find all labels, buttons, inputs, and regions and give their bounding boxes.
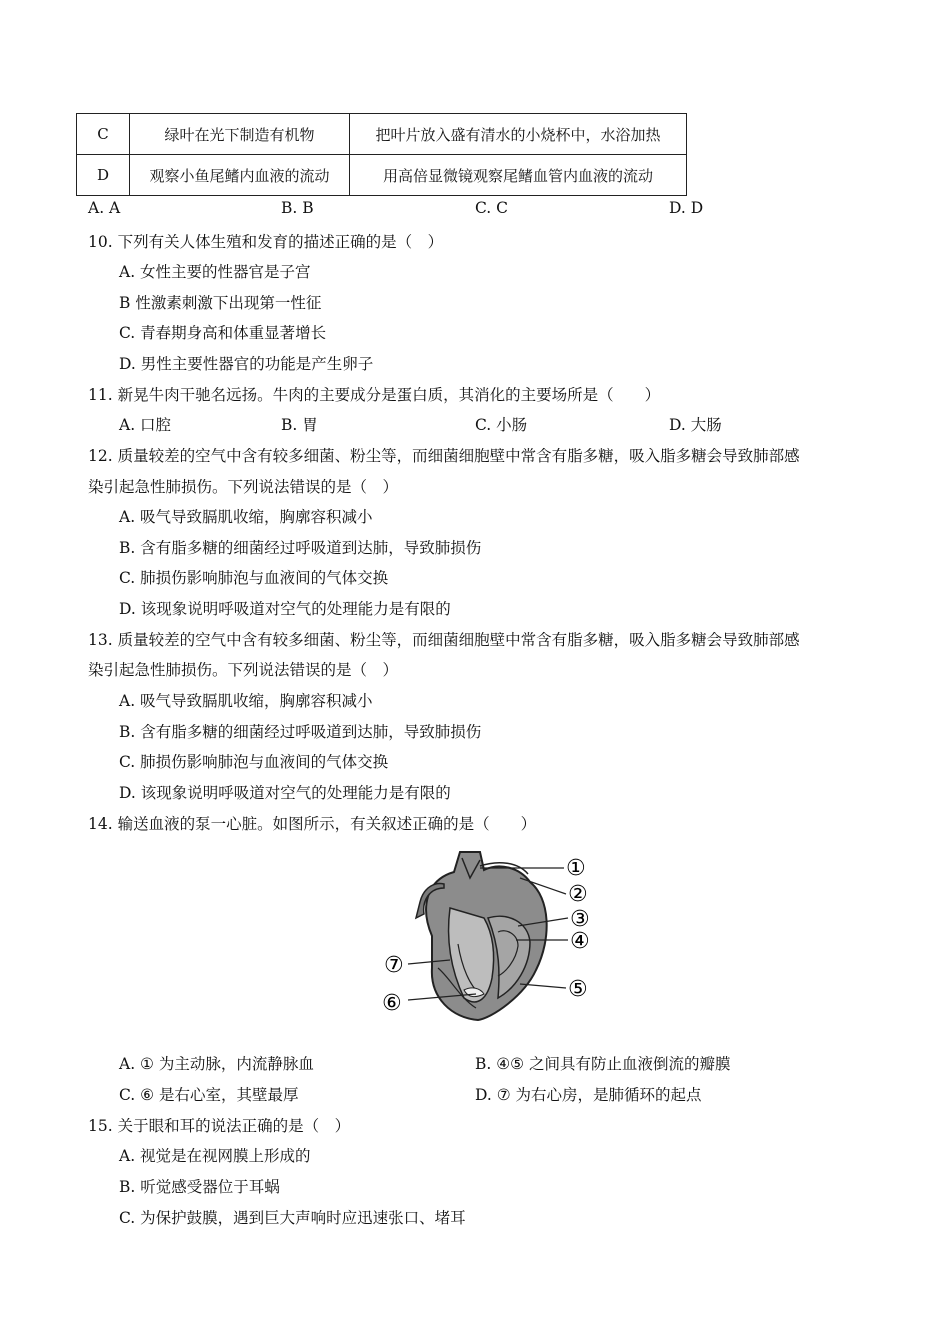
q13-option-c: C. 肺损伤影响肺泡与血液间的气体交换 — [119, 753, 389, 771]
q14-option-c: C. ⑥ 是右心室，其壁最厚 — [119, 1086, 299, 1104]
table-cell: C — [77, 114, 130, 155]
q12-option-c: C. 肺损伤影响肺泡与血液间的气体交换 — [119, 569, 389, 587]
table-row — [77, 114, 687, 155]
label-2: ② — [568, 882, 588, 907]
q10-option-a: A. 女性主要的性器官是子宫 — [119, 263, 311, 281]
q12-option-a: A. 吸气导致膈肌收缩，胸廓容积减小 — [119, 508, 373, 526]
table-cell: 绿叶在光下制造有机物 — [130, 114, 350, 155]
q13-option-b: B. 含有脂多糖的细菌经过呼吸道到达肺，导致肺损伤 — [119, 723, 482, 741]
experiment-table — [76, 113, 687, 196]
q14-stem: 14. 输送血液的泵一心脏。如图所示，有关叙述正确的是（ ） — [88, 815, 537, 833]
table-cell: 把叶片放入盛有清水的小烧杯中，水浴加热 — [350, 114, 687, 155]
q11-option-b: B. 胃 — [281, 416, 318, 434]
label-1: ① — [566, 856, 586, 881]
q14-option-d: D. ⑦ 为右心房，是肺循环的起点 — [475, 1086, 702, 1104]
q13-stem-cont: 染引起急性肺损伤。下列说法错误的是（ ） — [88, 661, 399, 679]
q15-option-a: A. 视觉是在视网膜上形成的 — [119, 1147, 311, 1165]
q10-option-d: D. 男性主要性器官的功能是产生卵子 — [119, 355, 374, 373]
q12-stem: 12. 质量较差的空气中含有较多细菌、粉尘等，而细菌细胞壁中常含有脂多糖，吸入脂多糖会导致肺部感 — [88, 447, 800, 465]
label-7: ⑦ — [384, 953, 404, 978]
q11-option-a: A. 口腔 — [119, 416, 172, 434]
q13-option-d: D. 该现象说明呼吸道对空气的处理能力是有限的 — [119, 784, 451, 802]
q15-option-c: C. 为保护鼓膜，遇到巨大声响时应迅速张口、堵耳 — [119, 1209, 466, 1227]
heart-illustration — [416, 852, 547, 1020]
table-cell: 观察小鱼尾鳍内血液的流动 — [130, 155, 350, 196]
q10-option-c: C. 青春期身高和体重显著增长 — [119, 324, 327, 342]
label-3: ③ — [570, 907, 590, 932]
heart-diagram — [380, 848, 600, 1028]
q12-stem-cont: 染引起急性肺损伤。下列说法错误的是（ ） — [88, 478, 399, 496]
table-cell: 用高倍显微镜观察尾鳍血管内血液的流动 — [350, 155, 687, 196]
q14-option-a: A. ① 为主动脉，内流静脉血 — [119, 1055, 314, 1073]
q9-option-a: A. A — [88, 199, 121, 217]
q13-option-a: A. 吸气导致膈肌收缩，胸廓容积减小 — [119, 692, 373, 710]
q9-option-b: B. B — [281, 199, 314, 217]
q11-option-d: D. 大肠 — [669, 416, 722, 434]
label-6: ⑥ — [382, 991, 402, 1016]
q15-option-b: B. 听觉感受器位于耳蜗 — [119, 1178, 280, 1196]
table-cell: D — [77, 155, 130, 196]
q12-option-d: D. 该现象说明呼吸道对空气的处理能力是有限的 — [119, 600, 451, 618]
label-5: ⑤ — [568, 977, 588, 1002]
q11-option-c: C. 小肠 — [475, 416, 528, 434]
q12-option-b: B. 含有脂多糖的细菌经过呼吸道到达肺，导致肺损伤 — [119, 539, 482, 557]
q11-stem: 11. 新晃牛肉干驰名远扬。牛肉的主要成分是蛋白质，其消化的主要场所是（ ） — [88, 386, 661, 404]
q10-option-b: B 性激素刺激下出现第一性征 — [119, 294, 322, 312]
table-row — [77, 155, 687, 196]
q9-option-c: C. C — [475, 199, 509, 217]
q9-option-d: D. D — [669, 199, 704, 217]
label-4: ④ — [570, 929, 590, 954]
q13-stem: 13. 质量较差的空气中含有较多细菌、粉尘等，而细菌细胞壁中常含有脂多糖，吸入脂多糖会导致肺部感 — [88, 631, 800, 649]
q14-option-b: B. ④⑤ 之间具有防止血液倒流的瓣膜 — [475, 1055, 731, 1073]
q15-stem: 15. 关于眼和耳的说法正确的是（ ） — [88, 1117, 351, 1135]
q10-stem: 10. 下列有关人体生殖和发育的描述正确的是（ ） — [88, 233, 444, 251]
